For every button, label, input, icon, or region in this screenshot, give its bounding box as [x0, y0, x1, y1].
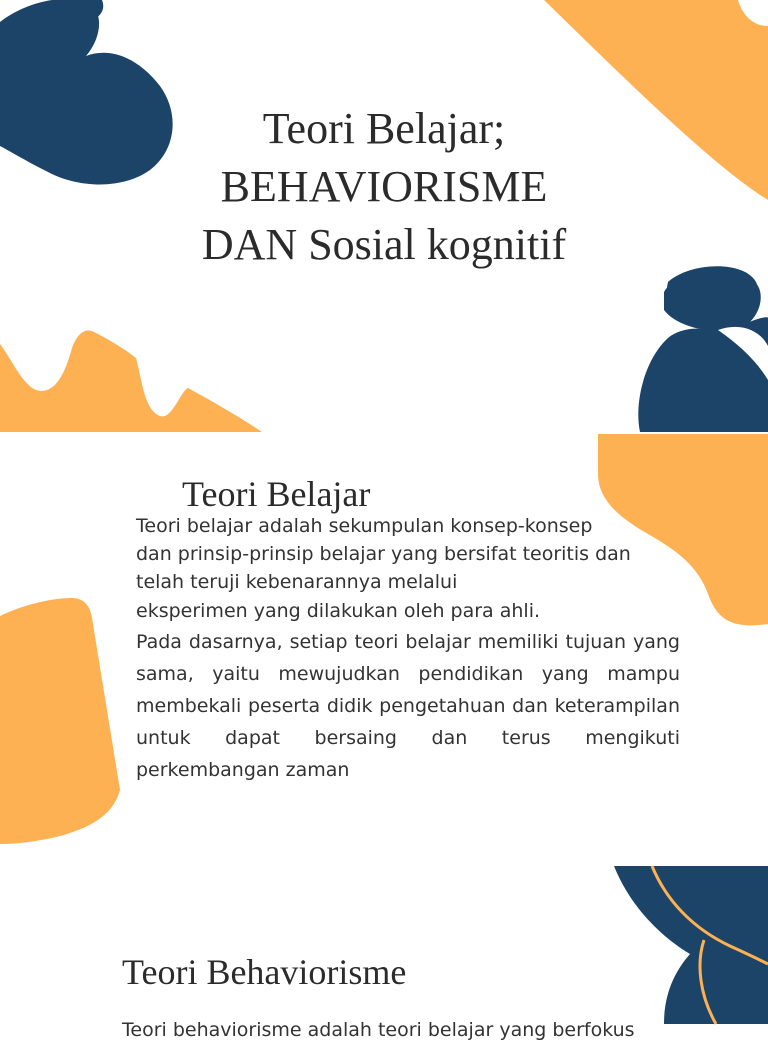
slide-teori-behaviorisme: [0, 866, 768, 1041]
paragraph-line: Teori belajar adalah sekumpulan konsep-konsep: [136, 515, 593, 537]
section-heading: Teori Belajar: [182, 474, 371, 514]
paragraph-partial: Teori behaviorisme adalah teori belajar yang berfokus: [122, 1019, 635, 1041]
paragraph-line: telah teruji kebenarannya melalui: [136, 571, 458, 593]
slide-title: [0, 0, 768, 432]
navy-blob-right-cap: [664, 271, 761, 331]
section-heading: Teori Behaviorisme: [122, 952, 407, 992]
orange-blob-left: [0, 598, 120, 844]
slide-1-title: [100, 100, 668, 274]
slide-teori-belajar: [0, 434, 768, 866]
paragraph-definition: [136, 512, 686, 625]
navy-blob-right: [614, 866, 768, 1024]
orange-shape-bottom-left: [0, 331, 262, 432]
title-line-1: Teori Belajar;: [262, 104, 506, 153]
title-line-3: DAN Sosial kognitif: [201, 220, 567, 269]
slide-3-decorations: [0, 866, 768, 1024]
paragraph-line: dan prinsip-prinsip belajar yang bersifat teoritis dan: [136, 543, 631, 565]
paragraph-purpose: Pada dasarnya, setiap teori belajar memiliki tujuan yang sama, yaitu mewujudkan pendidikan yang mampu membekali peserta didik pengetahuan dan keterampilan untuk dapat bersaing dan terus mengikuti perkembangan zaman: [136, 631, 680, 781]
paragraph-line: eksperimen yang dilakukan oleh para ahli.: [136, 600, 541, 622]
title-line-2: BEHAVIORISME: [220, 162, 548, 211]
